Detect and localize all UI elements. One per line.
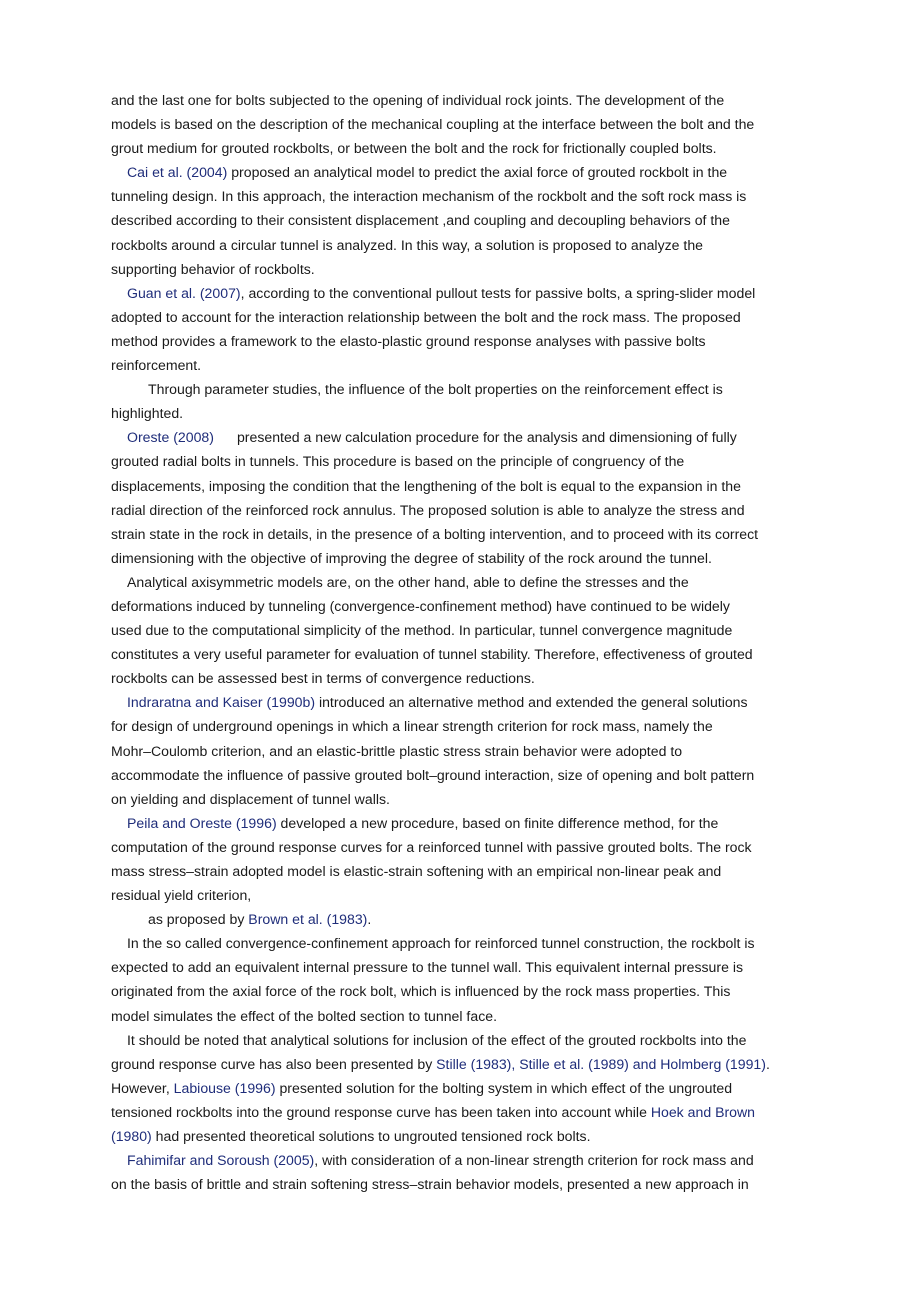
text-line: highlighted. — [111, 405, 184, 422]
text-line — [111, 425, 811, 449]
text-span: introduced an alternative method and extended the general solutions — [315, 694, 748, 711]
text-line — [111, 1100, 811, 1124]
text-line: described according to their consistent displacement ,and coupling and decoupling behaviors of the — [111, 212, 730, 229]
text-line: deformations induced by tunneling (convergence-confinement method) have continued to be widely — [111, 597, 730, 614]
citation-link[interactable]: Indraratna and Kaiser (1990b) — [127, 694, 316, 711]
text-span: presented solution for the bolting system in which effect of the ungrouted — [275, 1079, 733, 1096]
text-span: as proposed by — [148, 911, 249, 928]
citation-link[interactable]: Stille (1983), Stille et al. (1989) and Holmberg (1991) — [436, 1055, 766, 1072]
text-line — [111, 811, 811, 835]
text-line: radial direction of the reinforced rock annulus. The proposed solution is able to analyze the stress and — [111, 501, 745, 518]
text-line: displacements, imposing the condition that the lengthening of the bolt is equal to the expansion in the — [111, 477, 741, 494]
text-line: strain state in the rock in details, in the presence of a bolting intervention, and to proceed with its correct — [111, 525, 759, 542]
citation-link[interactable]: Fahimifar and Soroush (2005) — [127, 1152, 315, 1169]
text-line: mass stress–strain adopted model is elastic-strain softening with an empirical non-linear peak and — [111, 863, 722, 879]
text-line: used due to the computational simplicity of the method. In particular, tunnel convergence magnitude — [111, 622, 733, 639]
text-line: adopted to account for the interaction relationship between the bolt and the rock mass. The proposed — [111, 308, 741, 325]
text-line: grout medium for grouted rockbolts, or between the bolt and the rock for frictionally coupled bolts. — [111, 140, 717, 157]
citation-link[interactable]: Brown et al. (1983) — [248, 911, 368, 928]
text-line: In the so called convergence-confinement approach for reinforced tunnel construction, the rockbolt is — [127, 935, 755, 952]
text-line: on yielding and displacement of tunnel walls. — [111, 790, 390, 807]
text-line: tunneling design. In this approach, the interaction mechanism of the rockbolt and the soft rock mass is — [111, 188, 747, 205]
text-line — [111, 690, 811, 714]
text-span: had presented theoretical solutions to ungrouted tensioned rock bolts. — [151, 1128, 591, 1145]
text-line — [111, 1076, 811, 1100]
citation-link[interactable]: Peila and Oreste (1996) — [127, 814, 277, 831]
text-span: developed a new procedure, based on finite difference method, for the — [276, 814, 719, 831]
text-line: method provides a framework to the elasto-plastic ground response analyses with passive bolts — [111, 332, 706, 349]
text-line: rockbolts around a circular tunnel is analyzed. In this way, a solution is proposed to analyze the — [111, 236, 704, 253]
text-line: models is based on the description of the mechanical coupling at the interface between the bolt and the — [111, 116, 755, 133]
text-span: . — [765, 1055, 770, 1072]
text-span: presented a new calculation procedure for the analysis and dimensioning of fully — [236, 429, 737, 446]
text-line: originated from the axial force of the rock bolt, which is influenced by the rock mass properties. This — [111, 983, 731, 1000]
citation-link[interactable]: Guan et al. (2007) — [127, 284, 241, 301]
text-line: Through parameter studies, the influence of the bolt properties on the reinforcement effect is — [148, 381, 723, 398]
text-line: rockbolts can be assessed best in terms of convergence reductions. — [111, 670, 535, 687]
text-line: supporting behavior of rockbolts. — [111, 260, 315, 277]
text-line — [111, 1148, 811, 1172]
text-line — [111, 1052, 811, 1076]
citation-link[interactable]: (1980) — [111, 1128, 152, 1145]
text-line — [111, 281, 811, 305]
text-line: reinforcement. — [111, 357, 202, 374]
citation-link[interactable]: Labiouse (1996) — [173, 1079, 276, 1096]
text-line: constitutes a very useful parameter for evaluation of tunnel stability. Therefore, effectiveness of grouted — [111, 646, 753, 663]
citation-link[interactable]: Oreste (2008) — [127, 429, 214, 446]
text-span: , with consideration of a non-linear strength criterion for rock mass and — [314, 1152, 754, 1169]
text-line: dimensioning with the objective of improving the degree of stability of the rock around the tunnel. — [111, 549, 712, 566]
text-span: proposed an analytical model to predict the axial force of grouted rockbolt in the — [227, 164, 728, 181]
text-span: ground response curve has also been presented by — [111, 1055, 437, 1072]
text-span: . — [367, 911, 372, 928]
document-body — [111, 88, 811, 1196]
text-line: residual yield criterion, — [111, 887, 252, 904]
text-line: grouted radial bolts in tunnels. This procedure is based on the principle of congruency of the — [111, 453, 685, 470]
text-line: accommodate the influence of passive grouted bolt–ground interaction, size of opening and bolt pattern — [111, 766, 755, 783]
text-line — [111, 1124, 811, 1148]
text-line — [111, 160, 811, 184]
text-line: Mohr–Coulomb criterion, and an elastic-brittle plastic stress strain behavior were adopted to — [111, 742, 683, 759]
text-line: and the last one for bolts subjected to the opening of individual rock joints. The development of the — [111, 92, 725, 108]
text-line: for design of underground openings in which a linear strength criterion for rock mass, namely the — [111, 718, 713, 735]
text-line — [111, 907, 811, 931]
text-line: It should be noted that analytical solutions for inclusion of the effect of the grouted rockbolts into the — [127, 1031, 747, 1048]
text-span: tensioned rockbolts into the ground response curve has been taken into account while — [111, 1103, 651, 1120]
text-span: However, — [111, 1079, 174, 1096]
citation-link[interactable]: Hoek and Brown — [650, 1103, 756, 1120]
text-span: , according to the conventional pullout tests for passive bolts, a spring-slider model — [240, 284, 756, 301]
text-line: model simulates the effect of the bolted section to tunnel face. — [111, 1007, 497, 1024]
text-line: computation of the ground response curves for a reinforced tunnel with passive grouted bolts. The rock — [111, 838, 752, 855]
citation-link[interactable]: Cai et al. (2004) — [127, 164, 228, 181]
text-line: expected to add an equivalent internal pressure to the tunnel wall. This equivalent internal pressure is — [111, 959, 743, 976]
text-line: on the basis of brittle and strain softening stress–strain behavior models, presented a new approach in — [111, 1176, 749, 1193]
text-line: Analytical axisymmetric models are, on the other hand, able to define the stresses and the — [127, 573, 689, 590]
